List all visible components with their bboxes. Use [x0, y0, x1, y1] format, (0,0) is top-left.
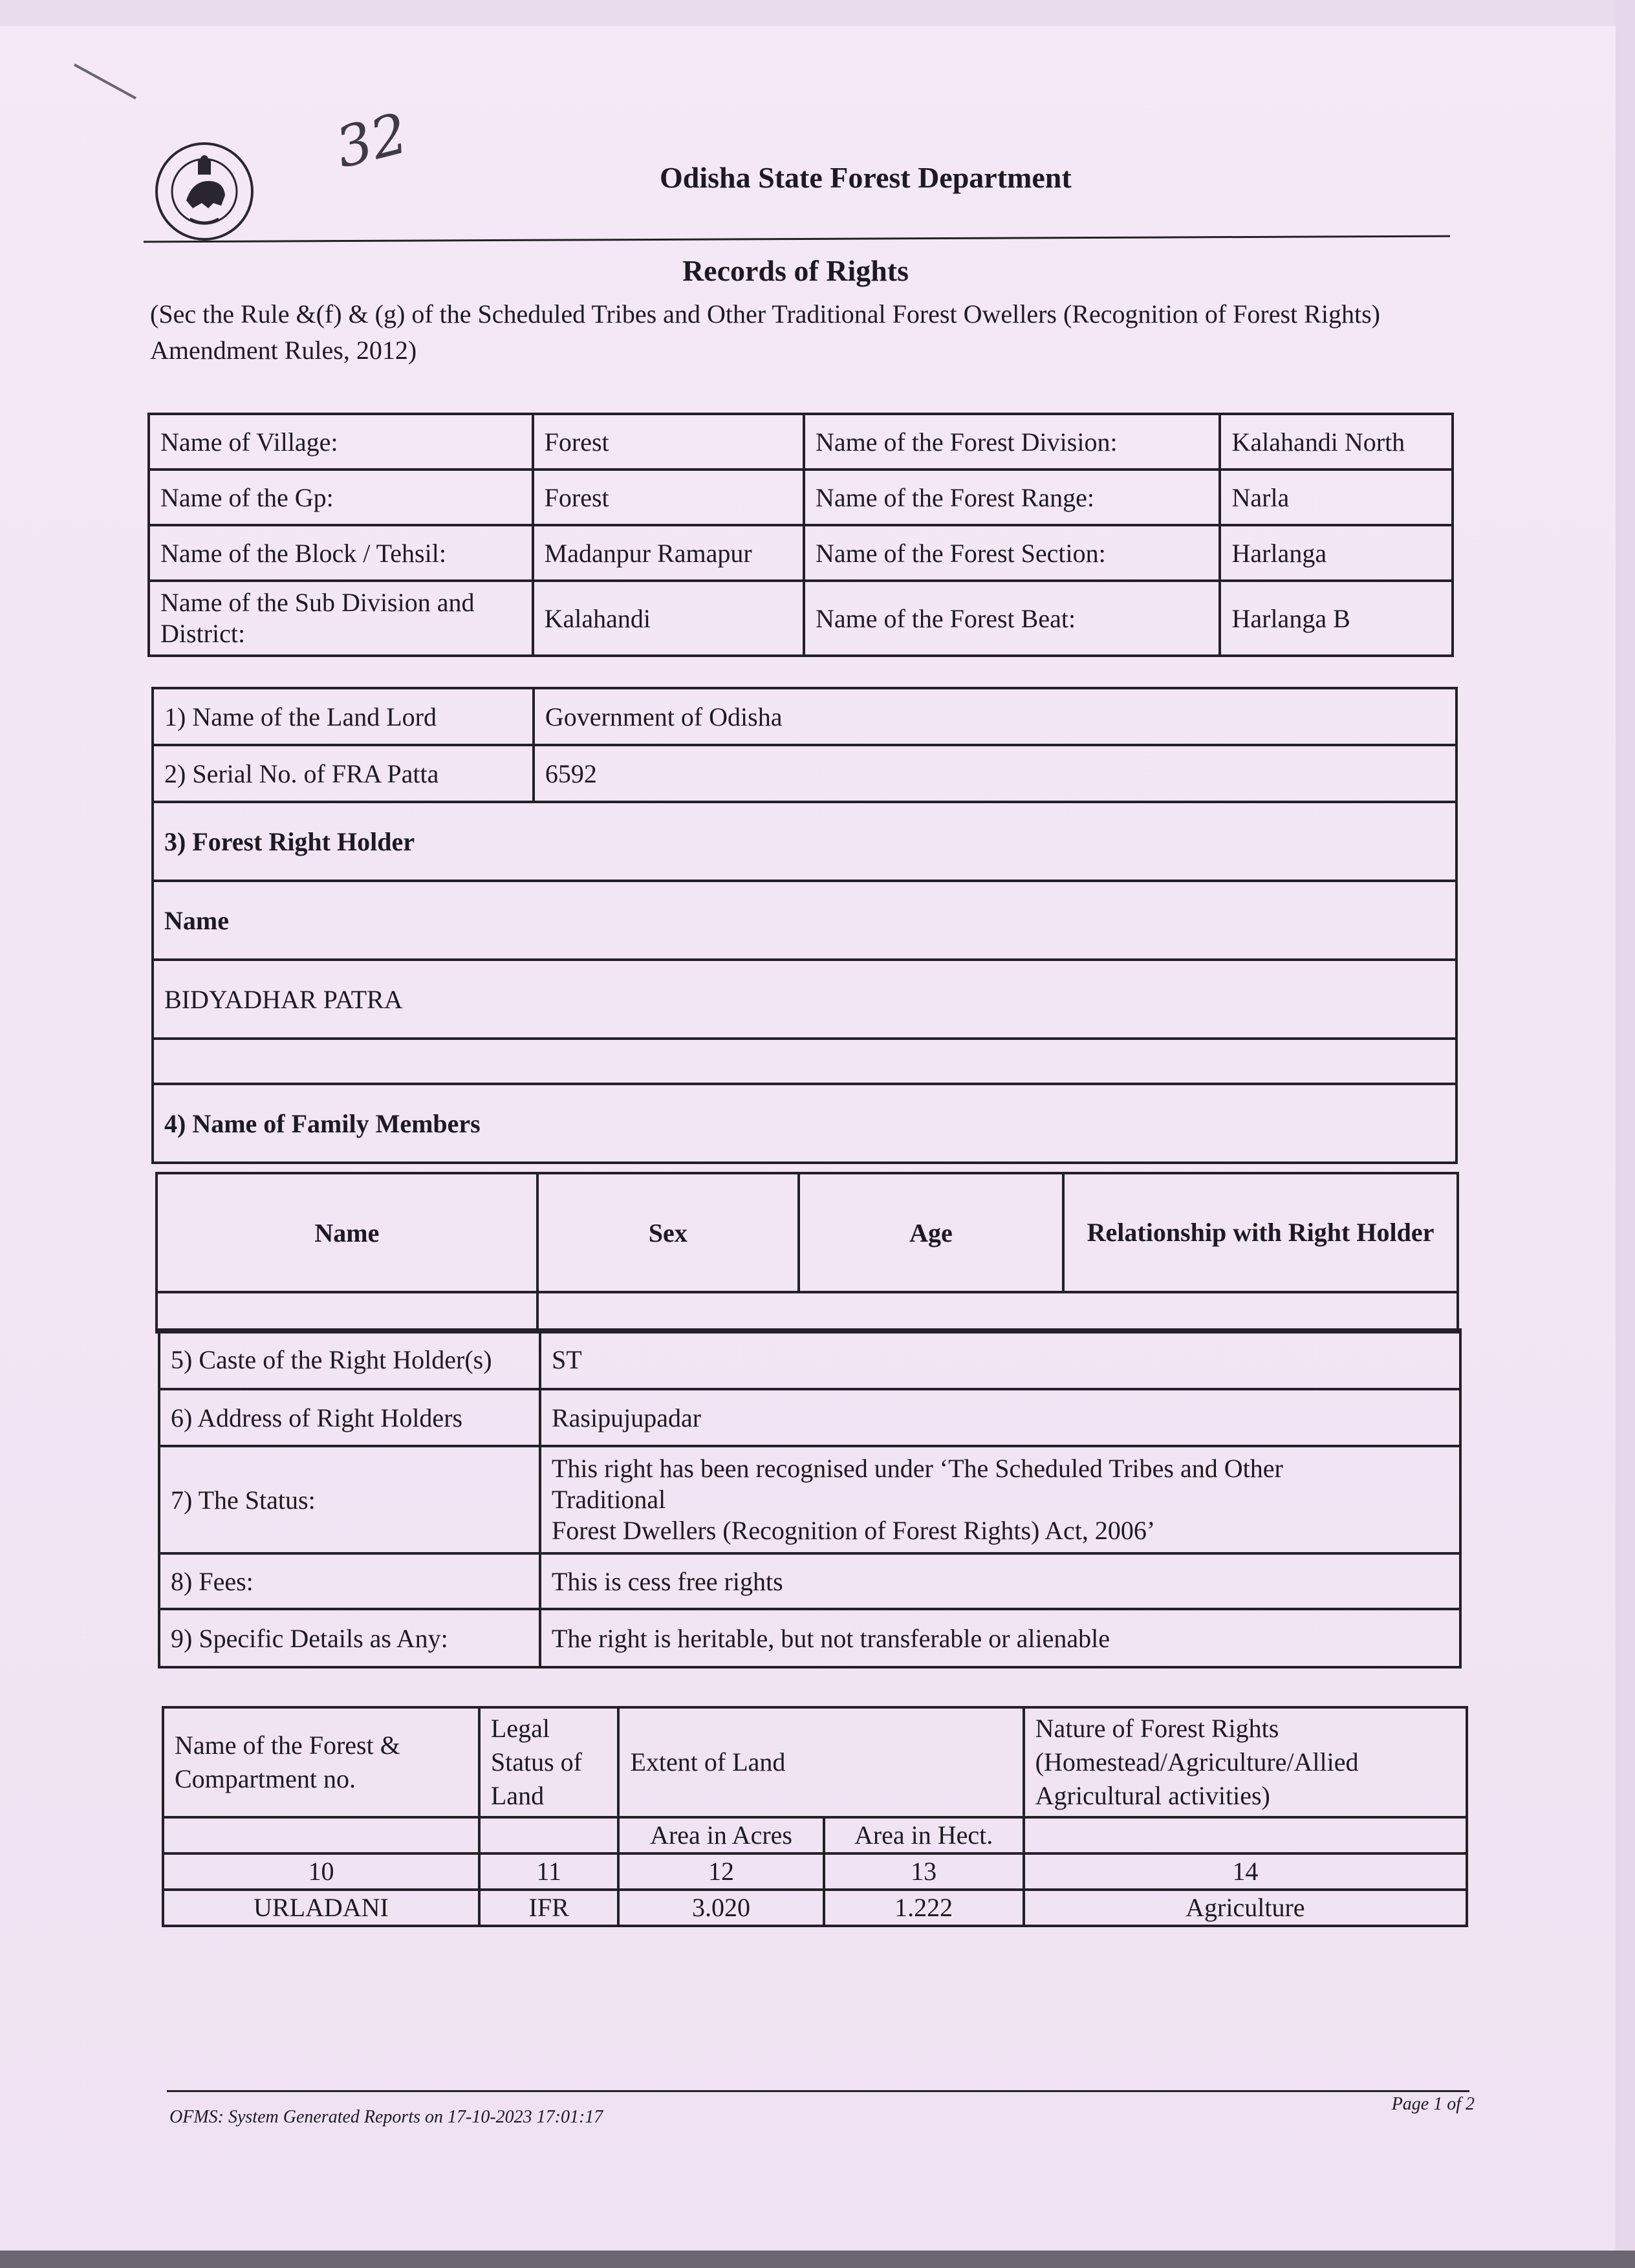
specific-details-value: The right is heritable, but not transferable or alienable [540, 1609, 1460, 1667]
column-header-sex: Sex [537, 1173, 799, 1292]
table-row [153, 802, 1456, 881]
gp-label: Name of the Gp: [149, 470, 533, 525]
forest-division-value: Kalahandi North [1220, 414, 1453, 470]
area-acres-value: 3.020 [618, 1890, 823, 1926]
status-value [540, 1446, 1460, 1553]
table-row [153, 1084, 1456, 1163]
land-table [162, 1706, 1468, 1927]
gp-value: Forest [533, 470, 804, 525]
caste-label: 5) Caste of the Right Holder(s) [159, 1330, 540, 1389]
page-number: Page 1 of 2 [1391, 2094, 1475, 2114]
column-number: 13 [824, 1853, 1024, 1890]
address-label: 6) Address of Right Holders [159, 1389, 540, 1446]
footer-divider [167, 2090, 1469, 2092]
forest-section-value: Harlanga [1220, 525, 1453, 581]
family-members-heading: 4) Name of Family Members [153, 1084, 1456, 1163]
land-lord-value: Government of Odisha [534, 688, 1456, 745]
table-row [149, 525, 1453, 581]
empty-row [153, 1039, 1456, 1084]
table-row [153, 1039, 1456, 1084]
table-row [163, 1707, 1467, 1817]
serial-label: 2) Serial No. of FRA Patta [153, 745, 534, 802]
odisha-emblem-icon [154, 141, 255, 242]
forest-beat-value: Harlanga B [1220, 581, 1453, 656]
pen-mark-icon [71, 59, 142, 105]
table-row [157, 1173, 1458, 1292]
column-number: 11 [479, 1853, 619, 1890]
area-acres-header: Area in Acres [618, 1817, 823, 1853]
address-value: Rasipujupadar [540, 1389, 1460, 1446]
column-number: 14 [1024, 1853, 1467, 1890]
table-row [159, 1609, 1460, 1667]
table-row [163, 1890, 1467, 1926]
table-row [153, 688, 1456, 745]
forest-beat-label: Name of the Forest Beat: [804, 581, 1220, 656]
family-empty-cell [157, 1292, 537, 1332]
column-number: 12 [618, 1853, 823, 1890]
empty-cell [479, 1817, 619, 1853]
scan-edge [1616, 0, 1635, 2251]
scan-edge [0, 2251, 1635, 2268]
block-tehsil-value: Madanpur Ramapur [533, 525, 804, 581]
table-row [153, 960, 1456, 1039]
forest-compartment-header: Name of the Forest & Compartment no. [163, 1707, 479, 1817]
table-row [149, 414, 1453, 470]
legal-status-value: IFR [479, 1890, 619, 1926]
table-row [159, 1446, 1460, 1553]
village-value: Forest [533, 414, 804, 470]
forest-section-label: Name of the Forest Section: [804, 525, 1220, 581]
holder-name: BIDYADHAR PATRA [153, 960, 1456, 1039]
table-row [149, 581, 1453, 656]
table-row [153, 881, 1456, 960]
table-row [149, 470, 1453, 525]
status-line: Traditional [551, 1485, 666, 1514]
header-divider [144, 235, 1450, 243]
forest-name-value: URLADANI [163, 1890, 479, 1926]
department-title: Odisha State Forest Department [660, 161, 1072, 194]
generated-timestamp: OFMS: System Generated Reports on 17-10-2023 17:01:17 [169, 2107, 603, 2127]
block-tehsil-label: Name of the Block / Tehsil: [149, 525, 533, 581]
status-line: This right has been recognised under ‘The Scheduled Tribes and Other [551, 1454, 1283, 1483]
scan-edge [0, 0, 1635, 26]
table-row [163, 1853, 1467, 1890]
table-row [159, 1330, 1460, 1389]
document-title: Records of Rights [682, 254, 909, 287]
specific-details-label: 9) Specific Details as Any: [159, 1609, 540, 1667]
caste-value: ST [540, 1330, 1460, 1389]
village-label: Name of Village: [149, 414, 533, 470]
table-row [159, 1553, 1460, 1609]
family-members-table [155, 1172, 1459, 1334]
area-hect-header: Area in Hect. [824, 1817, 1024, 1853]
details-table [158, 1328, 1462, 1669]
fees-value: This is cess free rights [540, 1553, 1460, 1609]
column-header-age: Age [799, 1173, 1063, 1292]
extent-of-land-header: Extent of Land [618, 1707, 1023, 1817]
rights-table [151, 687, 1458, 1164]
serial-value: 6592 [534, 745, 1456, 802]
column-number: 10 [163, 1853, 479, 1890]
nature-value: Agriculture [1024, 1890, 1467, 1926]
table-row [153, 745, 1456, 802]
forest-division-label: Name of the Forest Division: [804, 414, 1220, 470]
name-heading: Name [153, 881, 1456, 960]
table-row [163, 1817, 1467, 1853]
status-label: 7) The Status: [159, 1446, 540, 1553]
subdivision-district-label: Name of the Sub Division and District: [149, 581, 533, 656]
table-row [157, 1292, 1458, 1332]
family-empty-cell [537, 1292, 1458, 1332]
legal-status-header: Legal Status of Land [479, 1707, 619, 1817]
area-hect-value: 1.222 [824, 1890, 1024, 1926]
column-header-name: Name [157, 1173, 537, 1292]
status-line: Forest Dwellers (Recognition of Forest Rights) Act, 2006’ [551, 1516, 1156, 1545]
forest-right-holder-heading: 3) Forest Right Holder [153, 802, 1456, 881]
subdivision-district-value: Kalahandi [533, 581, 804, 656]
land-lord-label: 1) Name of the Land Lord [153, 688, 534, 745]
empty-cell [163, 1817, 479, 1853]
nature-of-rights-header: Nature of Forest Rights (Homestead/Agriculture/Allied Agricultural activities) [1024, 1707, 1467, 1817]
document-subtitle: (Sec the Rule &(f) & (g) of the Scheduled Tribes and Other Traditional Forest Owellers (Recognition of Forest Rights) Amendment Rules, 2012) [150, 299, 1380, 365]
fees-label: 8) Fees: [159, 1553, 540, 1609]
handwritten-page-number: 32 [329, 101, 414, 181]
empty-cell [1024, 1817, 1467, 1853]
forest-range-value: Narla [1220, 470, 1453, 525]
forest-range-label: Name of the Forest Range: [804, 470, 1220, 525]
column-header-relationship: Relationship with Right Holder [1063, 1173, 1458, 1292]
location-table [147, 413, 1454, 657]
table-row [159, 1389, 1460, 1446]
